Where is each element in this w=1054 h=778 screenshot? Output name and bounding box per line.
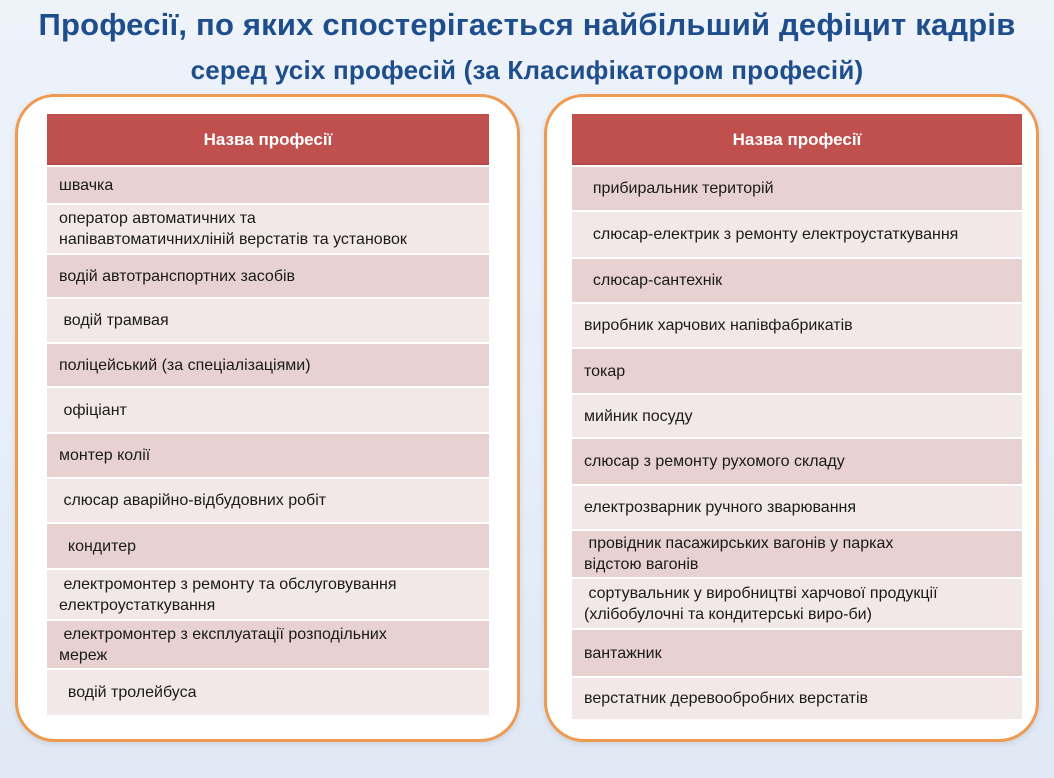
- table-row: [572, 676, 1022, 719]
- table-row: [572, 529, 1022, 577]
- profession-name: слюсар аварійно-відбудовних робіт: [59, 492, 327, 509]
- profession-name: виробник харчових напівфабрикатів: [584, 317, 853, 334]
- table-row: [47, 619, 489, 668]
- right-panel: [544, 94, 1039, 742]
- page-title: Професії, по яких спостерігається найбільший дефіцит кадрів: [38, 7, 1016, 42]
- profession-name: водій тролейбуса: [59, 684, 197, 701]
- profession-name: слюсар-електрик з ремонту електроустаткування: [584, 226, 959, 243]
- table-row: [47, 568, 489, 619]
- profession-name: верстатник деревообробних верстатів: [584, 690, 869, 707]
- table-row: [47, 386, 489, 432]
- profession-name: електромонтер з експлуатації розподільних мереж: [59, 625, 387, 664]
- table-row: [47, 668, 489, 715]
- left-table: [47, 114, 489, 715]
- right-table: [572, 114, 1022, 719]
- table-row: [572, 302, 1022, 347]
- profession-name: вантажник: [584, 644, 662, 662]
- page-subtitle: серед усіх професій (за Класифікатором професій): [190, 55, 864, 85]
- table-row: [47, 342, 489, 386]
- table-row: [47, 165, 489, 203]
- profession-name: швачка: [59, 176, 114, 194]
- table-row: [572, 393, 1022, 437]
- table-row: [572, 257, 1022, 302]
- left-table-header: Назва професії: [47, 114, 489, 165]
- table-row: [47, 253, 489, 297]
- table-row: [47, 522, 489, 568]
- table-row: [572, 437, 1022, 484]
- profession-name: мийник посуду: [584, 407, 693, 425]
- profession-name: електрозварник ручного зварювання: [584, 499, 857, 516]
- table-row: [572, 628, 1022, 676]
- table-row: [572, 347, 1022, 393]
- table-row: [572, 484, 1022, 529]
- profession-name: монтер колії: [59, 447, 151, 464]
- profession-name: офіціант: [59, 401, 127, 419]
- profession-name: поліцейський (за спеціалізаціями): [59, 356, 311, 374]
- table-row: [572, 210, 1022, 257]
- right-table-body: [572, 165, 1022, 719]
- profession-name: прибиральник територій: [584, 180, 774, 197]
- table-row: [47, 432, 489, 477]
- table-row: [47, 297, 489, 342]
- table-row: [47, 477, 489, 522]
- profession-name: електромонтер з ремонту та обслуговування електроустаткування: [59, 575, 397, 614]
- profession-name: оператор автоматичних та напівавтоматичнихліній верстатів та установок: [59, 210, 407, 248]
- profession-name: токар: [584, 362, 626, 380]
- profession-name: сортувальник у виробництві харчової продукції (хлібобулочні та кондитерські виро-би): [584, 584, 938, 623]
- profession-name: водій трамвая: [59, 312, 169, 329]
- table-row: [572, 165, 1022, 210]
- table-row: [572, 577, 1022, 628]
- table-row: [47, 203, 489, 253]
- left-panel: [15, 94, 520, 742]
- left-table-body: [47, 165, 489, 715]
- profession-name: провідник пасажирських вагонів у парках відстою вагонів: [584, 535, 894, 573]
- profession-name: слюсар з ремонту рухомого складу: [584, 453, 845, 470]
- profession-name: слюсар-сантехнік: [584, 272, 723, 289]
- profession-name: кондитер: [59, 537, 137, 555]
- right-table-header: Назва професії: [572, 114, 1022, 165]
- profession-name: водій автотранспортних засобів: [59, 267, 296, 285]
